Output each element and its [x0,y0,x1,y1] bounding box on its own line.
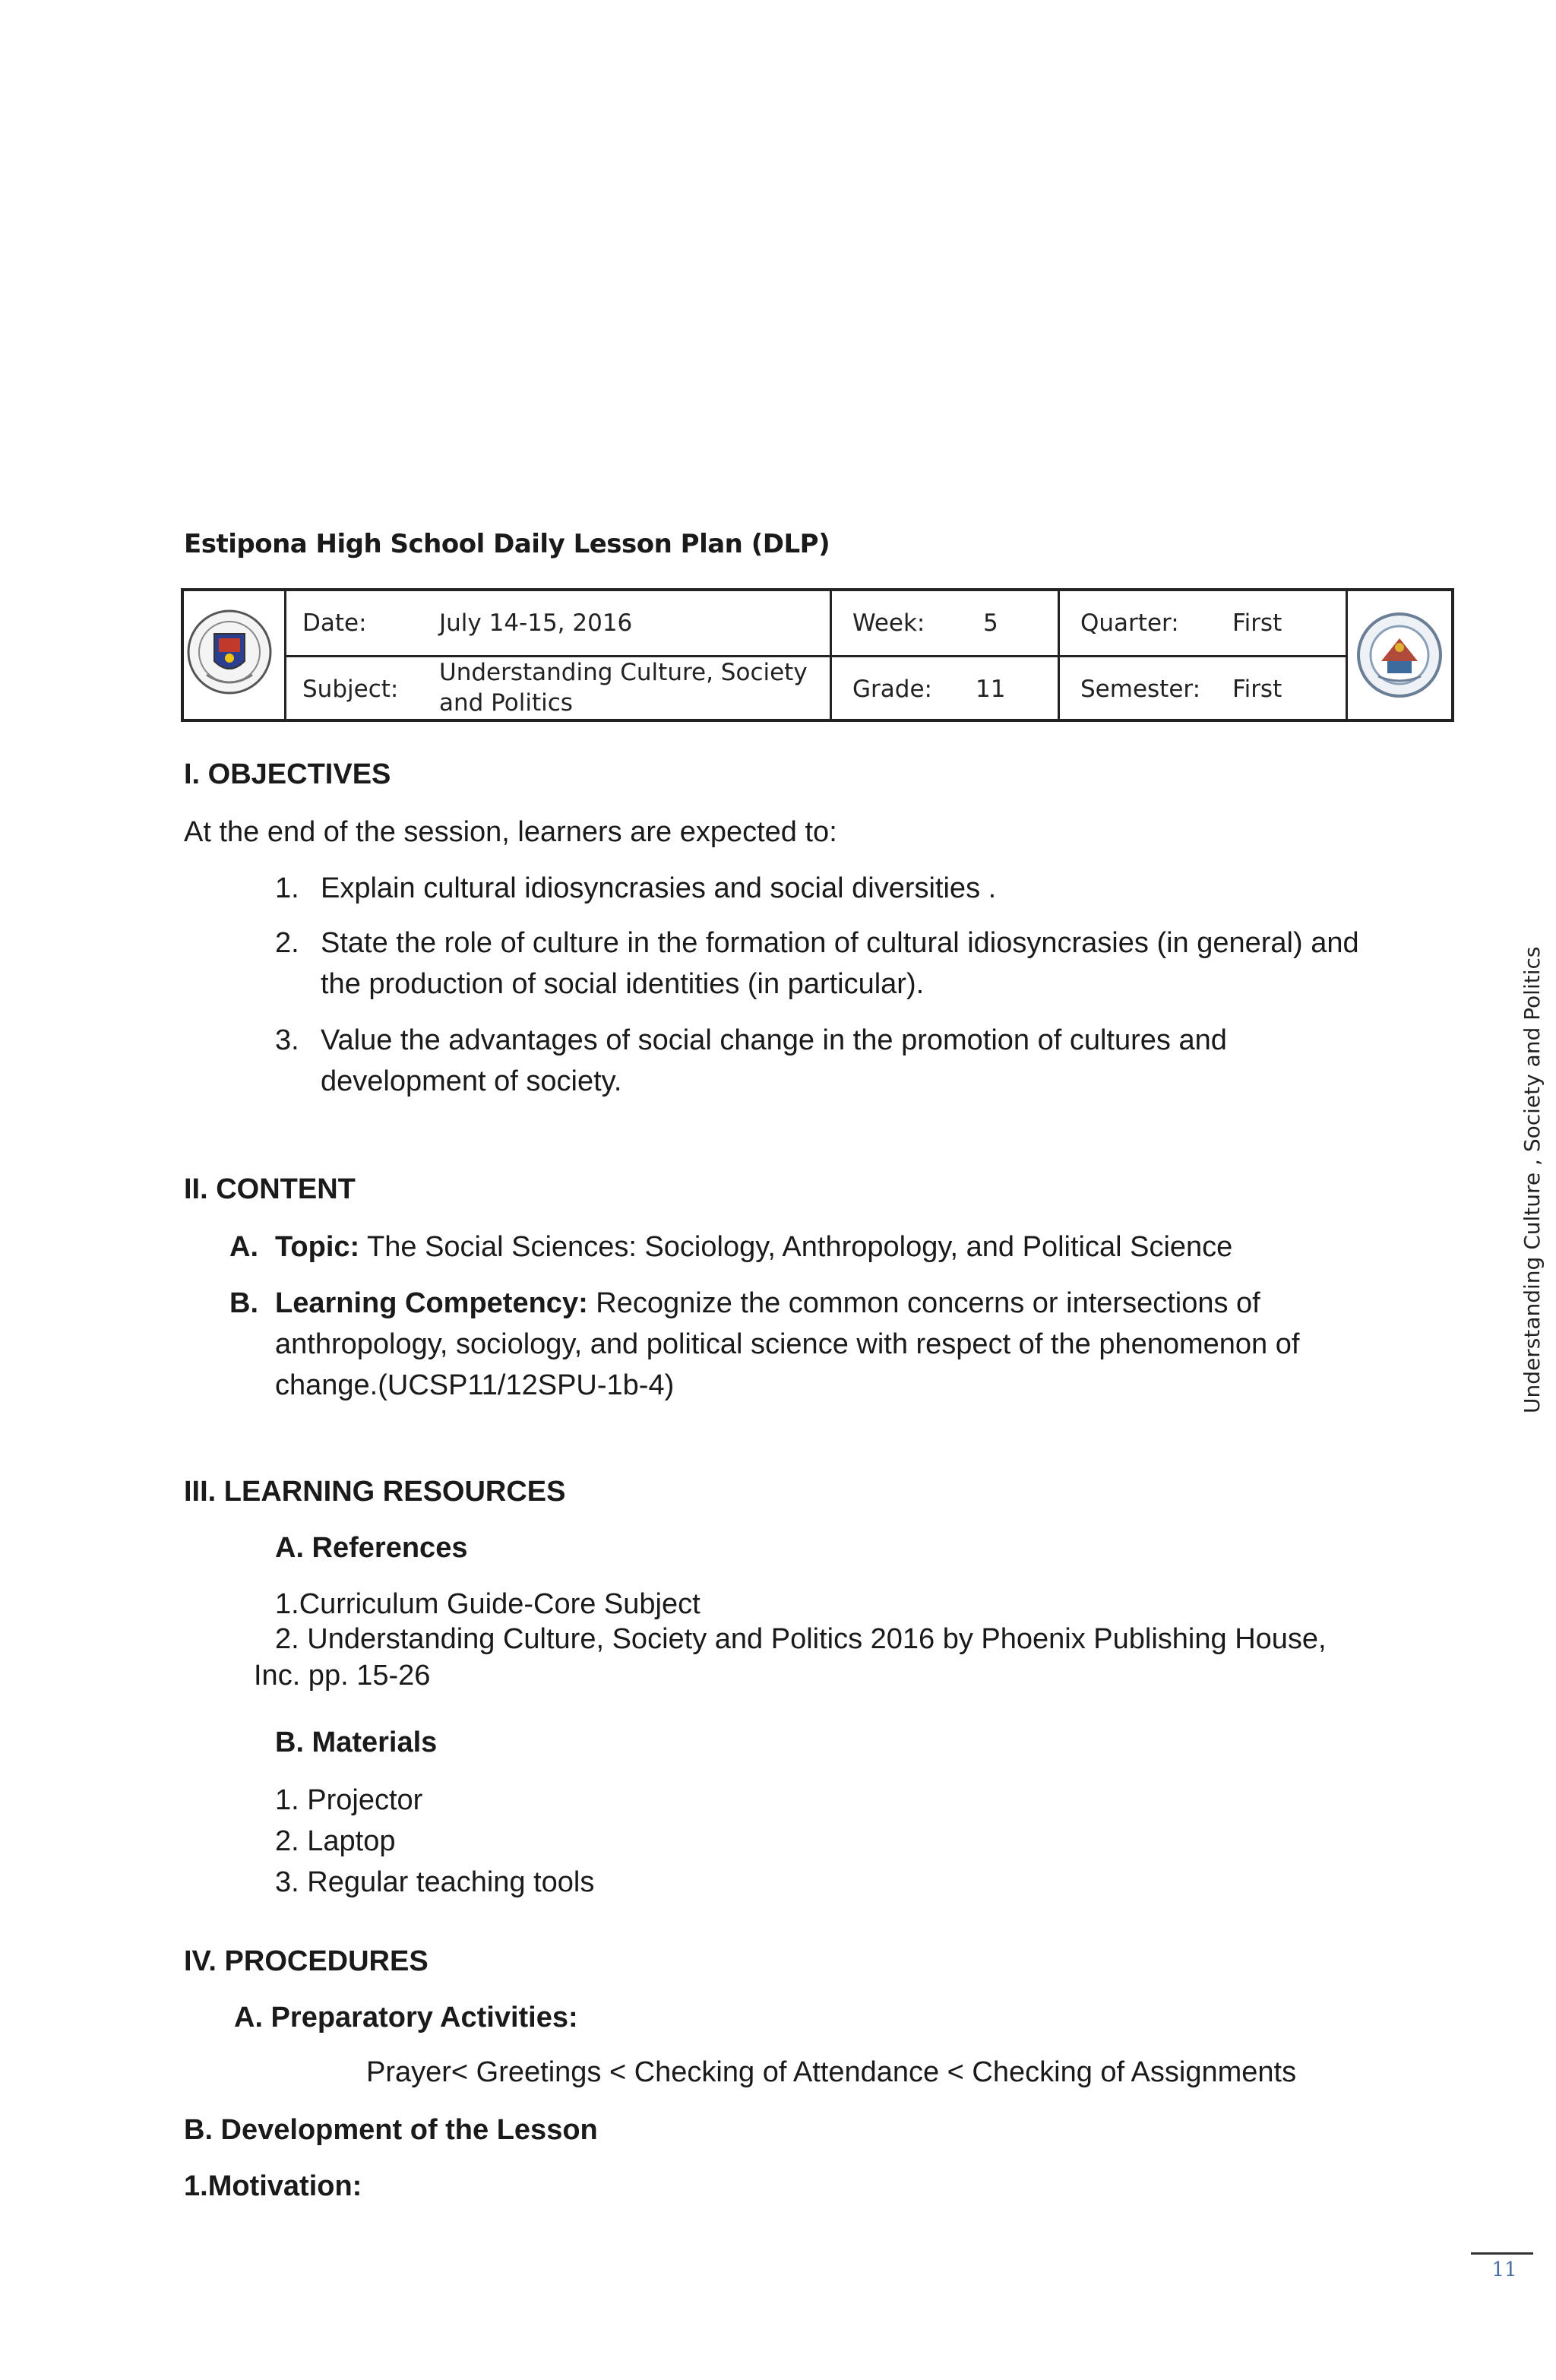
subject-label: Subject: [302,676,399,703]
lesson-header-table [181,588,1454,722]
objective-number: 2. [275,927,299,959]
semester-value: First [1232,676,1282,703]
materials-heading: B. Materials [275,1726,438,1758]
references-heading: A. References [275,1532,468,1564]
preparatory-heading: A. Preparatory Activities: [234,2002,578,2033]
subject-value-line1: Understanding Culture, Society [439,659,808,686]
objectives-intro: At the end of the session, learners are expected to: [184,816,837,848]
reference-item: 1.Curriculum Guide-Core Subject [275,1588,701,1620]
page-number: 11 [1491,2258,1517,2281]
objective-item-line: Explain cultural idiosyncrasies and social diversities . [321,872,997,904]
grade-value: 11 [976,676,1006,703]
deped-seal-icon [184,591,284,719]
resources-heading: III. LEARNING RESOURCES [184,1476,566,1508]
school-seal-icon [1348,591,1451,719]
topic-label: Topic: [275,1231,360,1263]
header-grid [284,591,1348,719]
week-value: 5 [983,609,998,637]
preparatory-text: Prayer< Greetings < Checking of Attendance < Checking of Assignments [366,2056,1297,2088]
material-item: 1. Projector [275,1784,423,1816]
semester-label: Semester: [1080,676,1201,703]
topic-line [275,1226,1232,1268]
school-seal-cell [1346,591,1451,719]
objective-number: 1. [275,872,299,904]
deped-seal-cell [184,591,286,719]
objective-item-line: Value the advantages of social change in the promotion of cultures and [321,1024,1227,1056]
quarter-value: First [1232,609,1282,637]
sidebar-vertical-title: Understanding Culture , Society and Politics [1520,946,1545,1413]
date-label: Date: [302,609,367,637]
quarter-label: Quarter: [1080,609,1179,637]
week-label: Week: [852,609,925,637]
competency-text: Recognize the common concerns or intersections of [587,1287,1260,1319]
objective-number: 3. [275,1024,299,1056]
objective-item-line: development of society. [321,1065,622,1097]
content-heading: II. CONTENT [184,1173,356,1205]
topic-letter: A. [229,1231,258,1263]
topic-value: The Social Sciences: Sociology, Anthropology, and Political Science [359,1231,1233,1263]
date-value: July 14-15, 2016 [439,609,633,637]
competency-text: anthropology, sociology, and political science with respect of the phenomenon of [275,1328,1300,1360]
reference-item: Inc. pp. 15-26 [254,1660,431,1692]
competency-text: change.(UCSP11/12SPU-1b-4) [275,1369,675,1401]
reference-item: 2. Understanding Culture, Society and Politics 2016 by Phoenix Publishing House, [275,1623,1327,1655]
school-title: Estipona High School Daily Lesson Plan (DLP) [184,529,830,559]
page-number-rule [1471,2252,1533,2255]
procedures-heading: IV. PROCEDURES [184,1945,429,1977]
material-item: 3. Regular teaching tools [275,1866,595,1898]
competency-letter: B. [229,1287,258,1319]
objective-item-line: State the role of culture in the formation of cultural idiosyncrasies (in general) and [321,927,1359,959]
header-row-subject [284,655,1348,721]
material-item: 2. Laptop [275,1825,396,1857]
subject-value-line2: and Politics [439,689,573,717]
objectives-heading: I. OBJECTIVES [184,758,391,790]
grade-label: Grade: [852,676,932,703]
motivation-heading: 1.Motivation: [184,2170,362,2202]
development-heading: B. Development of the Lesson [184,2114,598,2146]
competency-line [275,1283,1260,1324]
competency-label: Learning Competency: [275,1287,588,1319]
header-row-date [284,591,1348,655]
objective-item-line: the production of social identities (in particular). [321,968,925,1000]
